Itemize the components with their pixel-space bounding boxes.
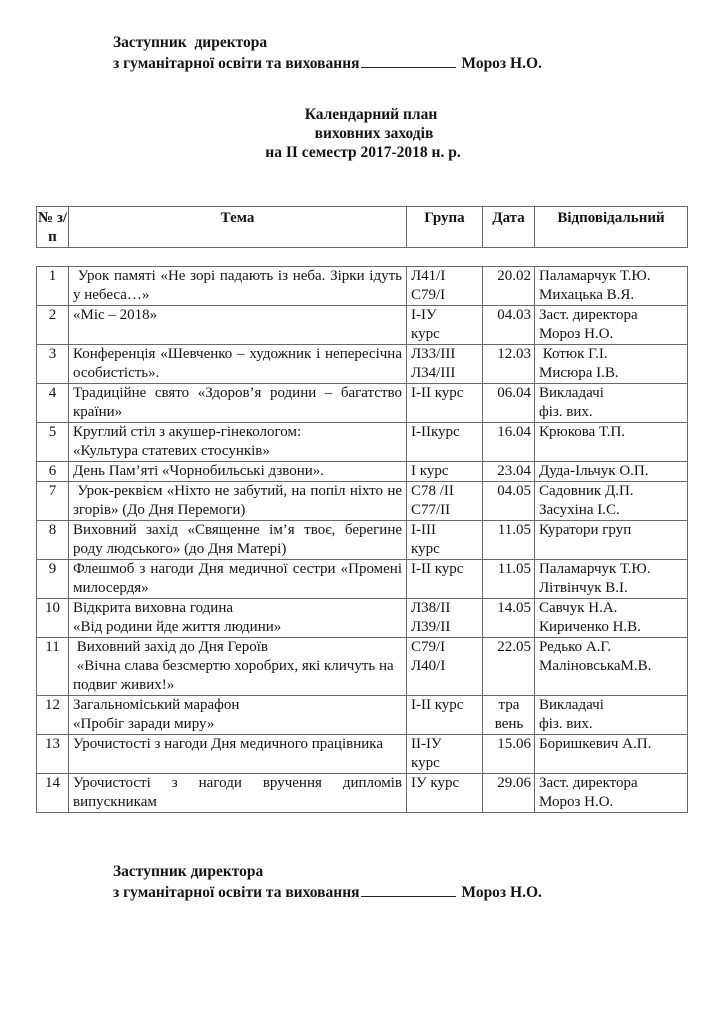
cell-num: 8	[37, 521, 69, 560]
cell-responsible	[535, 560, 688, 599]
cell-responsible	[535, 599, 688, 638]
table-row	[37, 696, 688, 735]
cell-topic: Урочистості з нагоди Дня медичного працівника	[69, 735, 407, 774]
cell-topic: День Пам’яті «Чорнобильські дзвони».	[69, 462, 407, 482]
responsible-line: Садовник Д.П.	[539, 483, 634, 499]
cell-num: 4	[37, 384, 69, 423]
table-row	[37, 599, 688, 638]
signature-department: з гуманітарної освіти та виховання	[113, 55, 360, 72]
group-line: С78 /ІІ	[411, 483, 454, 499]
responsible-line: Савчук Н.А.	[539, 600, 618, 616]
cell-group	[407, 599, 483, 638]
responsible-line: Михацька В.Я.	[539, 287, 635, 303]
cell-date: 29.06	[483, 774, 535, 813]
cell-date	[483, 696, 535, 735]
cell-responsible	[535, 306, 688, 345]
table-row	[37, 423, 688, 462]
responsible-line: Заст. директора	[539, 775, 638, 791]
cell-num: 6	[37, 462, 69, 482]
topic-line: «Вічна слава безсмертю хоробрих, які кличуть на подвиг живих!»	[73, 658, 398, 693]
cell-num: 12	[37, 696, 69, 735]
cell-group	[407, 267, 483, 306]
signature-name: Мороз Н.О.	[461, 884, 542, 901]
header-num	[37, 207, 69, 248]
events-table	[36, 266, 688, 813]
cell-topic: Флешмоб з нагоди Дня медичної сестри «Промені милосердя»	[69, 560, 407, 599]
cell-num: 7	[37, 482, 69, 521]
cell-num: 10	[37, 599, 69, 638]
responsible-line: Куратори груп	[539, 522, 632, 538]
responsible-line: фіз. вих.	[539, 404, 593, 420]
signature-blank	[361, 53, 456, 68]
cell-date: 06.04	[483, 384, 535, 423]
cell-date: 22.05	[483, 638, 535, 696]
table-row	[37, 735, 688, 774]
signature-blank	[361, 882, 456, 897]
responsible-line: Заст. директора	[539, 307, 638, 323]
table-row	[37, 384, 688, 423]
group-line: І-ІІ курс	[411, 385, 464, 401]
responsible-line: Викладачі	[539, 385, 604, 401]
responsible-line: Мороз Н.О.	[539, 326, 614, 342]
topic-line: «Від родини йде життя людини»	[73, 619, 282, 635]
topic-line: «Культура статевих стосунків»	[73, 443, 270, 459]
responsible-line: Крюкова Т.П.	[539, 424, 626, 440]
cell-responsible	[535, 774, 688, 813]
responsible-line: Кириченко Н.В.	[539, 619, 641, 635]
group-line: Л38/ІІ	[411, 600, 451, 616]
cell-topic: Урок-реквієм «Ніхто не забутий, на попіл ніхто не згорів» (До Дня Перемоги)	[69, 482, 407, 521]
signature-department: з гуманітарної освіти та виховання	[113, 884, 360, 901]
topic-line: Відкрита виховна година	[73, 600, 234, 616]
responsible-line: Викладачі	[539, 697, 604, 713]
group-line: І курс	[411, 463, 449, 479]
responsible-line: фіз. вих.	[539, 716, 593, 732]
cell-num: 3	[37, 345, 69, 384]
cell-group	[407, 735, 483, 774]
signature-line	[113, 53, 542, 74]
responsible-line: Боришкевич А.П.	[539, 736, 652, 752]
group-line: І-ІІІ	[411, 522, 436, 538]
cell-date: 11.05	[483, 560, 535, 599]
responsible-line: Літвінчук В.І.	[539, 580, 628, 596]
header-num-line2: з/п	[48, 210, 68, 245]
group-line: Л33/ІІІ	[411, 346, 456, 362]
topic-line: «Пробіг заради миру»	[73, 716, 215, 732]
group-line: С77/ІІ	[411, 502, 451, 518]
title-line-2: виховних заходів	[314, 125, 434, 142]
cell-topic: «Міс – 2018»	[69, 306, 407, 345]
cell-topic	[69, 696, 407, 735]
table-row	[37, 345, 688, 384]
group-line: Л41/І	[411, 268, 446, 284]
table-row	[37, 306, 688, 345]
cell-responsible	[535, 521, 688, 560]
group-line: С79/І	[411, 287, 446, 303]
signature-block-bottom	[113, 862, 542, 903]
cell-topic	[69, 638, 407, 696]
cell-num: 5	[37, 423, 69, 462]
group-line: І-ІІ курс	[411, 561, 464, 577]
document-title	[0, 105, 724, 162]
responsible-line: Мисюра І.В.	[539, 365, 619, 381]
header-group: Група	[407, 207, 483, 248]
table-row	[37, 774, 688, 813]
cell-num: 11	[37, 638, 69, 696]
signature-block-top	[113, 33, 542, 74]
cell-date: 15.06	[483, 735, 535, 774]
cell-date: 20.02	[483, 267, 535, 306]
responsible-line: Засухіна І.С.	[539, 502, 620, 518]
title-line-1: Календарний план	[304, 106, 438, 123]
table-row	[37, 560, 688, 599]
cell-num: 9	[37, 560, 69, 599]
table-header	[36, 206, 688, 248]
group-line: курс	[411, 541, 440, 557]
cell-responsible	[535, 462, 688, 482]
responsible-line: Паламарчук Т.Ю.	[539, 561, 651, 577]
table-row	[37, 482, 688, 521]
cell-responsible	[535, 638, 688, 696]
responsible-line: Паламарчук Т.Ю.	[539, 268, 651, 284]
group-line: ІІ-ІУ	[411, 736, 442, 752]
cell-date: 12.03	[483, 345, 535, 384]
cell-group	[407, 482, 483, 521]
group-line: Л39/ІІ	[411, 619, 451, 635]
signature-line	[113, 882, 542, 903]
group-line: І-ІІкурс	[411, 424, 460, 440]
cell-group	[407, 638, 483, 696]
cell-responsible	[535, 267, 688, 306]
group-line: Л40/І	[411, 658, 446, 674]
cell-date: 23.04	[483, 462, 535, 482]
title-line-3: на ІІ семестр 2017-2018 н. р.	[265, 144, 461, 161]
group-line: С79/І	[411, 639, 446, 655]
cell-group	[407, 384, 483, 423]
responsible-line: Мороз Н.О.	[539, 794, 614, 810]
cell-group	[407, 345, 483, 384]
cell-num: 1	[37, 267, 69, 306]
header-date: Дата	[483, 207, 535, 248]
cell-group	[407, 560, 483, 599]
signature-name: Мороз Н.О.	[461, 55, 542, 72]
cell-topic: Урочистості з нагоди вручення дипломів випускникам	[69, 774, 407, 813]
table-row	[37, 521, 688, 560]
topic-line: Круглий стіл з акушер-гінекологом:	[73, 424, 302, 440]
header-num-line1: №	[37, 210, 54, 226]
date-line: вень	[494, 716, 524, 732]
cell-date: 16.04	[483, 423, 535, 462]
cell-responsible	[535, 482, 688, 521]
group-line: курс	[411, 755, 440, 771]
cell-responsible	[535, 735, 688, 774]
responsible-line: Котюк Г.І.	[539, 346, 608, 362]
cell-group	[407, 423, 483, 462]
responsible-line: Редько А.Г.	[539, 639, 612, 655]
cell-topic	[69, 599, 407, 638]
cell-date: 11.05	[483, 521, 535, 560]
cell-num: 2	[37, 306, 69, 345]
cell-topic	[69, 423, 407, 462]
header-responsible: Відповідальний	[535, 207, 688, 248]
topic-line: Загальноміський марафон	[73, 697, 240, 713]
signature-position: Заступник директора	[113, 34, 268, 51]
cell-group	[407, 774, 483, 813]
group-line: курс	[411, 326, 440, 342]
topic-line: Виховний захід до Дня Героїв	[73, 639, 268, 655]
table-row	[37, 267, 688, 306]
cell-num: 14	[37, 774, 69, 813]
cell-topic: Традиційне свято «Здоров’я родини – багатство країни»	[69, 384, 407, 423]
date-line: тра	[498, 697, 520, 713]
cell-topic: Виховний захід «Священне ім’я твоє, берегине роду людського» (до Дня Матері)	[69, 521, 407, 560]
cell-date: 14.05	[483, 599, 535, 638]
group-line: І-ІІ курс	[411, 697, 464, 713]
group-line: ІУ курс	[411, 775, 460, 791]
table-row	[37, 638, 688, 696]
cell-date: 04.03	[483, 306, 535, 345]
cell-responsible	[535, 423, 688, 462]
cell-responsible	[535, 384, 688, 423]
header-topic: Тема	[69, 207, 407, 248]
cell-topic: Конференція «Шевченко – художник і непересічна особистість».	[69, 345, 407, 384]
cell-group	[407, 306, 483, 345]
group-line: І-ІУ	[411, 307, 437, 323]
cell-num: 13	[37, 735, 69, 774]
events-table-body	[37, 267, 688, 813]
cell-group	[407, 696, 483, 735]
table-row	[37, 462, 688, 482]
signature-position: Заступник директора	[113, 863, 264, 880]
cell-responsible	[535, 345, 688, 384]
cell-responsible	[535, 696, 688, 735]
responsible-line: Дуда-Ільчук О.П.	[539, 463, 649, 479]
cell-group	[407, 521, 483, 560]
cell-date: 04.05	[483, 482, 535, 521]
group-line: Л34/ІІІ	[411, 365, 456, 381]
responsible-line: МаліновськаМ.В.	[539, 658, 652, 674]
header-row	[37, 207, 688, 248]
cell-topic: Урок памяті «Не зорі падають із неба. Зірки ідуть у небеса…»	[69, 267, 407, 306]
cell-group	[407, 462, 483, 482]
